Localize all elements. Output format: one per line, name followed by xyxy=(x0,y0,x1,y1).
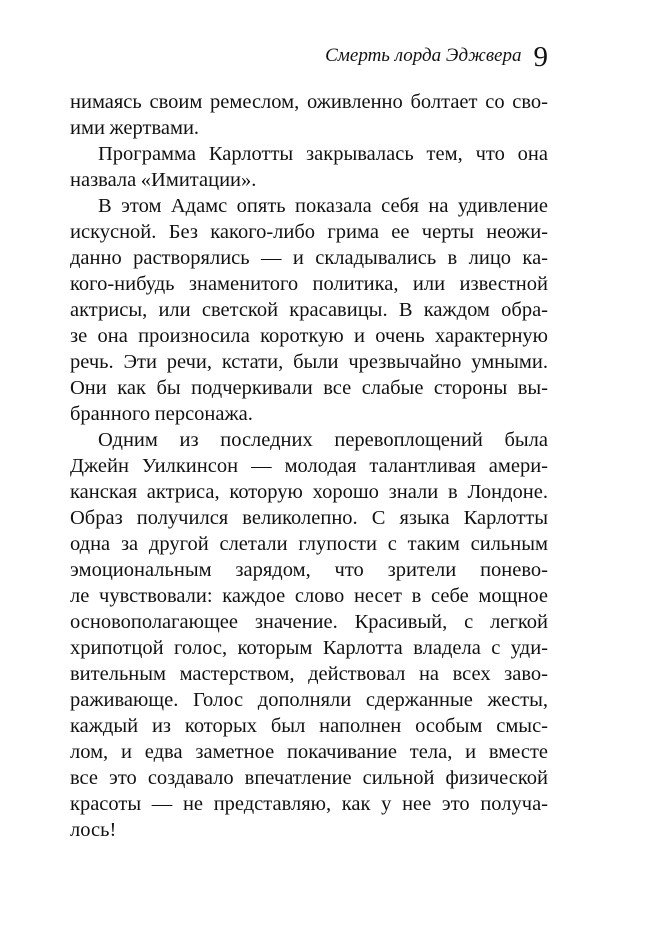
running-title: Смерть лорда Эджвера xyxy=(325,45,522,66)
text-line: одна за другой слетали глупости с таким сильным xyxy=(70,533,548,555)
text-line: лом, и едва заметное покачивание тела, и вместе xyxy=(70,741,548,763)
text-line: назвала «Имитации». xyxy=(70,169,257,191)
text-line: Программа Карлотты закрывалась тем, что она xyxy=(98,143,548,165)
text-line: каждый из которых был наполнен особым смыс- xyxy=(70,715,548,737)
text-line: канская актриса, которую хорошо знали в Лондоне. xyxy=(70,481,548,503)
text-line: основополагающее значение. Красивый, с легкой xyxy=(70,611,548,633)
page-number: 9 xyxy=(533,41,548,73)
text-line: ими жертвами. xyxy=(70,117,200,139)
text-line: эмоциональным зарядом, что зрители понево- xyxy=(70,559,548,581)
text-line: нимаясь своим ремеслом, оживленно болтает со сво- xyxy=(70,91,548,113)
text-line: Джейн Уилкинсон — молодая талантливая амери- xyxy=(70,455,548,477)
text-line: лось! xyxy=(70,819,117,841)
text-line: кого-нибудь знаменитого политика, или известной xyxy=(70,273,548,295)
text-line: данно растворялись — и складывались в лицо ка- xyxy=(70,247,548,269)
text-line: все это создавало впечатление сильной физической xyxy=(70,767,548,789)
text-line: речь. Эти речи, кстати, были чрезвычайно умными. xyxy=(70,351,548,373)
text-line: Они как бы подчеркивали все слабые стороны вы- xyxy=(70,377,548,399)
text-line: Образ получился великолепно. С языка Карлотты xyxy=(70,507,548,529)
body-text xyxy=(70,89,548,843)
text-line: ле чувствовали: каждое слово несет в себе мощное xyxy=(70,585,548,607)
text-line: актрисы, или светской красавицы. В каждом обра- xyxy=(70,299,548,321)
text-line: зе она произносила короткую и очень характерную xyxy=(70,325,548,347)
text-line: В этом Адамс опять показала себя на удивление xyxy=(98,195,548,217)
text-line: искусной. Без какого-либо грима ее черты неожи- xyxy=(70,221,548,243)
text-line: красоты — не представляю, как у нее это получа- xyxy=(70,793,548,815)
text-line: Одним из последних перевоплощений была xyxy=(98,429,548,451)
text-line: вительным мастерством, действовал на всех заво- xyxy=(70,663,548,685)
running-head xyxy=(70,34,548,74)
text-line: раживающе. Голос дополняли сдержанные жесты, xyxy=(70,689,548,711)
text-line: бранного персонажа. xyxy=(70,403,253,425)
text-line: хрипотцой голос, которым Карлотта владела с уди- xyxy=(70,637,548,659)
